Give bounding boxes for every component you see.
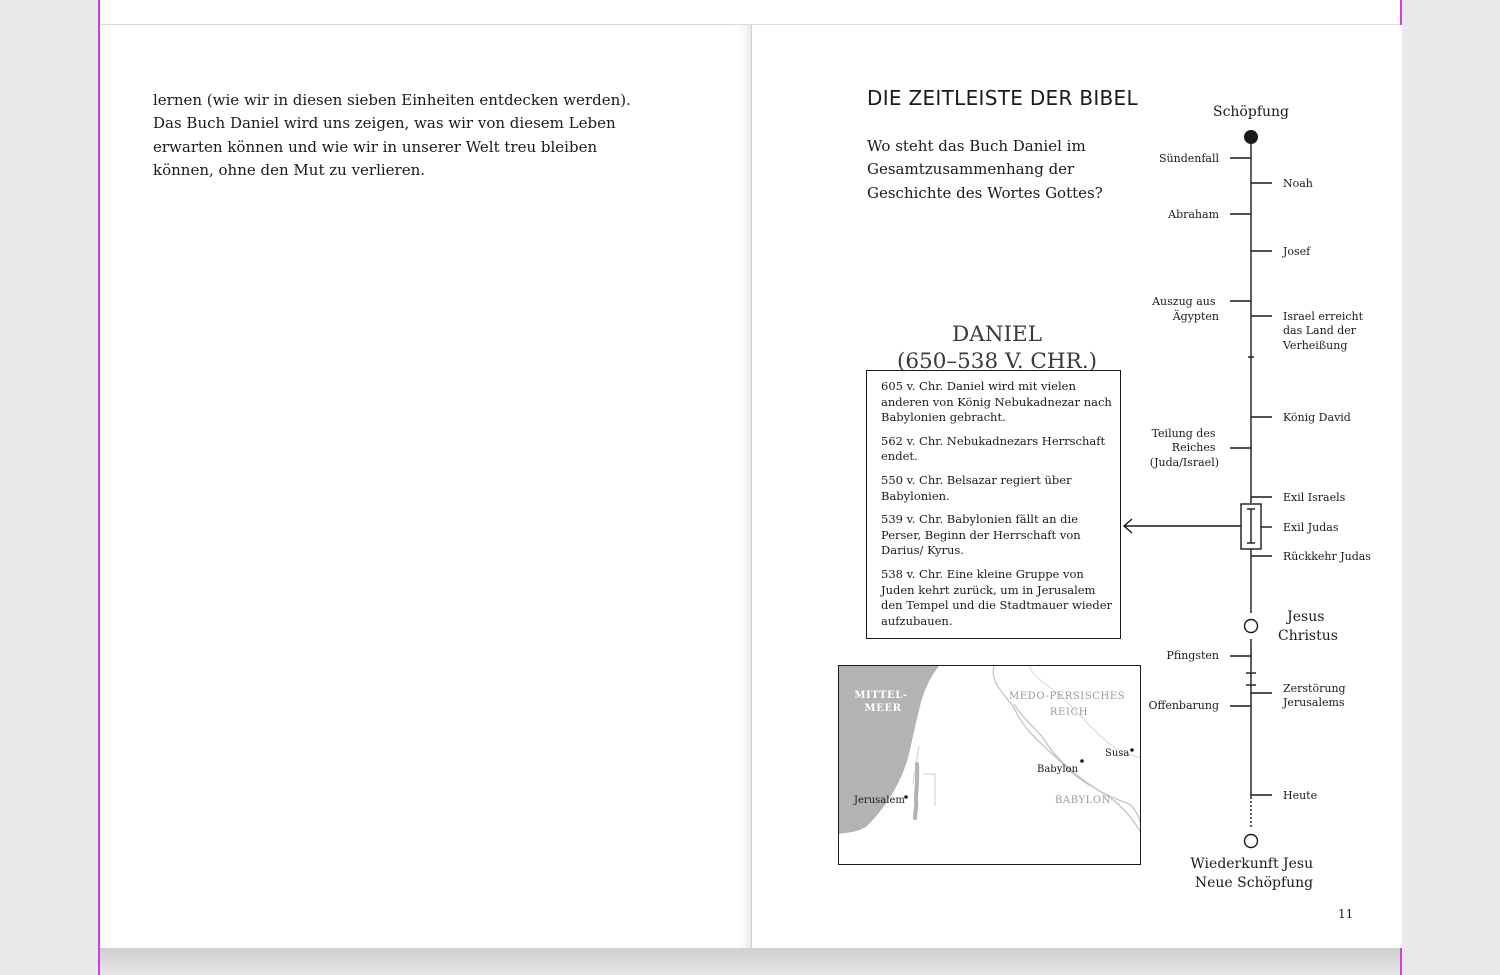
label-teilung-line: Teilung des	[1151, 427, 1216, 440]
empire-label-1: MEDO-PERSISCHES	[1008, 691, 1126, 702]
label-teilung-line: Reiches	[1171, 441, 1216, 454]
label-zerstoerung	[1282, 682, 1349, 709]
label-exil-israels: Exil Israels	[1283, 491, 1346, 504]
sea-label-1: MITTEL-	[854, 690, 908, 701]
label-auszug-line: Ägypten	[1172, 310, 1219, 323]
label-abraham: Abraham	[1168, 208, 1219, 221]
sea-label-2: MEER	[864, 703, 902, 714]
creation-marker	[1244, 130, 1258, 144]
label-heute: Heute	[1283, 789, 1318, 802]
intro-question: Wo steht das Buch Daniel im Gesamtzusammenhang der Geschichte des Wortes Gottes?	[867, 137, 1103, 202]
top-margin-strip	[100, 0, 1400, 25]
daniel-dates: (650–538 V. CHR.)	[896, 349, 1098, 374]
label-israel-line: das Land der	[1283, 324, 1357, 337]
city-label-susa: Susa	[1105, 748, 1130, 759]
timeline	[752, 25, 1402, 948]
bottom-shadow	[100, 948, 1400, 975]
label-noah: Noah	[1283, 177, 1313, 190]
label-jesus	[1278, 609, 1338, 644]
event-item: 550 v. Chr. Belsazar regiert über Babylonien.	[881, 472, 1072, 503]
city-label-jerusalem: Jerusalem	[854, 795, 905, 806]
empire-label-2: REICH	[1049, 707, 1089, 718]
label-teilung	[1150, 427, 1219, 469]
label-end	[1190, 856, 1317, 891]
event-item: 539 v. Chr. Babylonien fällt an die Perser, Beginn der Herrschaft von Darius/ Kyrus.	[881, 512, 1081, 558]
label-jesus-line: Christus	[1278, 628, 1338, 644]
label-rueckkehr: Rückkehr Judas	[1283, 550, 1371, 563]
label-teilung-line: (Juda/Israel)	[1149, 456, 1219, 469]
label-jesus-line: Jesus	[1287, 609, 1325, 625]
label-auszug-line: Auszug aus	[1152, 295, 1216, 308]
label-pfingsten: Pfingsten	[1166, 649, 1219, 662]
new-creation-marker	[1245, 835, 1258, 848]
label-suendenfall: Sündenfall	[1158, 152, 1219, 165]
label-end-line: Neue Schöpfung	[1194, 875, 1314, 891]
daniel-name: DANIEL	[951, 322, 1043, 347]
label-josef: Josef	[1283, 245, 1311, 258]
label-auszug	[1151, 295, 1219, 323]
label-exil-judas: Exil Judas	[1283, 521, 1339, 534]
left-page	[100, 25, 751, 948]
city-label-babylon: Babylon	[1037, 764, 1079, 775]
label-zerstoerung-line: Zerstörung	[1283, 682, 1346, 695]
event-item: 538 v. Chr. Eine kleine Gruppe von Juden kehrt zurück, um in Jerusalem den Tempel und die Stadtmauer wieder aufzubauen.	[881, 566, 1113, 628]
label-israel-line: Israel erreicht	[1283, 310, 1364, 323]
event-item: 562 v. Chr. Nebukadnezars Herrschaft endet.	[881, 433, 1106, 464]
jesus-marker	[1245, 620, 1258, 633]
label-offenbarung: Offenbarung	[1148, 699, 1219, 712]
right-page	[752, 25, 1402, 948]
book-spread	[98, 0, 1402, 975]
timeline-start-label: Schöpfung	[1212, 104, 1290, 120]
body-paragraph: lernen (wie wir in diesen sieben Einheiten entdecken werden). Das Buch Daniel wird uns zeigen, was wir von diesem Leben erwarten können und wie wir in unserer Welt treu bleiben können, ohne den Mut zu verlieren.	[153, 91, 631, 179]
label-israel	[1282, 310, 1367, 352]
label-zerstoerung-line: Jerusalems	[1283, 696, 1345, 709]
label-israel-line: Verheißung	[1283, 339, 1348, 352]
label-david: König David	[1283, 411, 1351, 424]
region-label: BABYLON	[1054, 795, 1112, 806]
page-heading: DIE ZEITLEISTE DER BIBEL	[867, 86, 1138, 110]
label-end-line: Wiederkunft Jesu	[1190, 856, 1314, 872]
event-item: 605 v. Chr. Daniel wird mit vielen anderen von König Nebukadnezar nach Babylonien gebracht.	[881, 379, 1112, 425]
page-number: 11	[1338, 907, 1354, 921]
